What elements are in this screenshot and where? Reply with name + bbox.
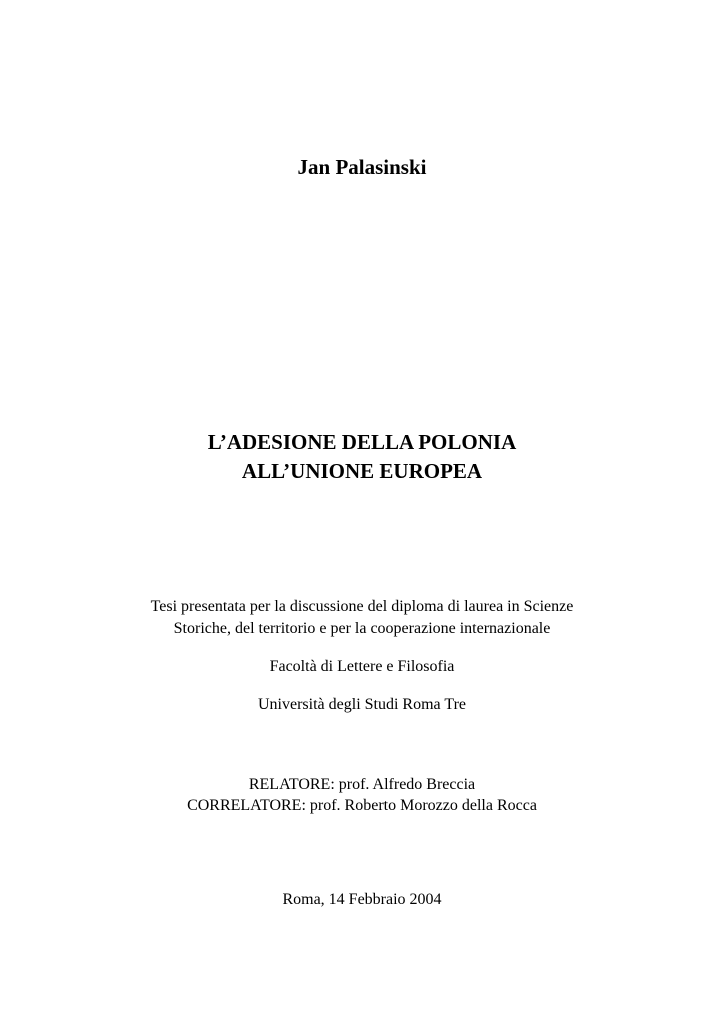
place-and-date: Roma, 14 Febbraio 2004 xyxy=(282,891,442,908)
thesis-description-line-1: Tesi presentata per la discussione del diploma di laurea in Scienze xyxy=(150,598,574,615)
thesis-title-line-2: ALL’UNIONE EUROPEA xyxy=(241,459,483,483)
thesis-title-line-1: L’ADESIONE DELLA POLONIA xyxy=(207,430,517,454)
relatore: RELATORE: prof. Alfredo Breccia xyxy=(248,776,476,793)
faculty-name: Facoltà di Lettere e Filosofia xyxy=(269,658,455,675)
thesis-description-line-2: Storiche, del territorio e per la cooperazione internazionale xyxy=(173,620,551,637)
correlatore: CORRELATORE: prof. Roberto Morozzo della Rocca xyxy=(187,797,537,814)
university-name: Università degli Studi Roma Tre xyxy=(258,696,466,713)
author-name: Jan Palasinski xyxy=(297,155,427,179)
